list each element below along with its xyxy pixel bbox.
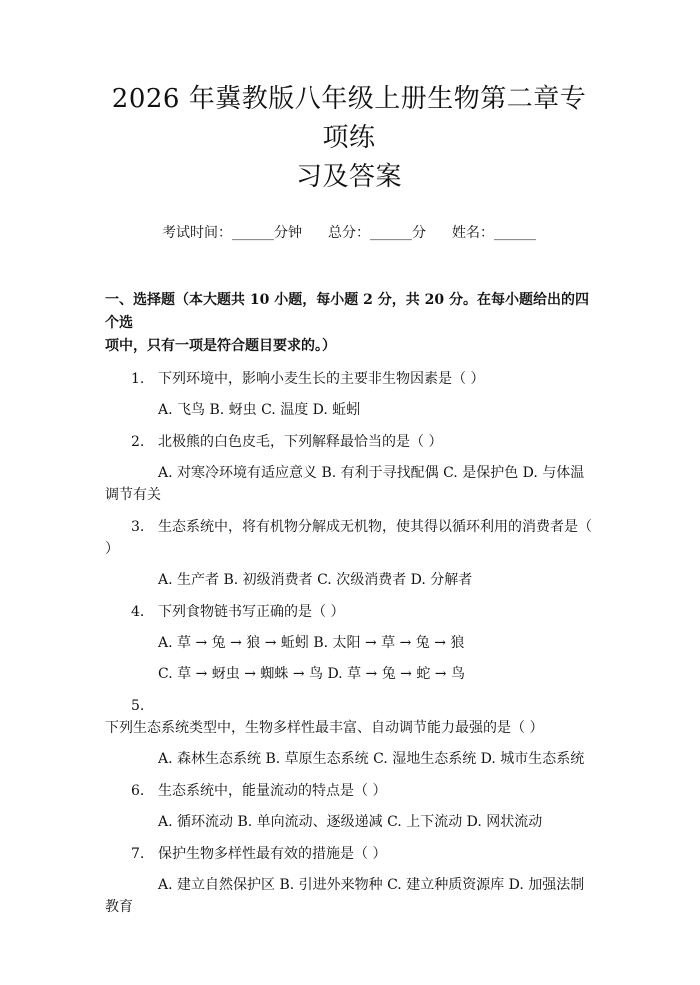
question-text: 生态系统中，能量流动的特点是（ ）	[158, 783, 387, 799]
question-number: 7.	[131, 846, 145, 862]
question-4-options-line-1: A. 草 → 兔 → 狼 → 蚯蚓 B. 太阳 → 草 → 兔 → 狼	[158, 635, 465, 651]
question-7	[105, 843, 593, 865]
question-text: 下列生态系统类型中，生物多样性最丰富、自动调节能力最强的是（ ）	[105, 720, 544, 736]
question-text: 生态系统中，将有机物分解成无机物，使其得以循环利用的消费者是（ ）	[105, 519, 592, 557]
total-score: 总分：______分	[328, 225, 426, 241]
exam-time: 考试时间：______分钟	[162, 225, 302, 241]
question-5	[105, 695, 593, 739]
question-6	[105, 780, 593, 802]
document-title	[105, 80, 593, 197]
question-4	[105, 601, 593, 623]
question-1	[105, 368, 593, 390]
question-text: 下列食物链书写正确的是（ ）	[158, 604, 345, 620]
question-4-options-line-2: C. 草 → 蚜虫 → 蜘蛛 → 鸟 D. 草 → 兔 → 蛇 → 鸟	[158, 666, 465, 682]
question-number: 3.	[131, 519, 145, 535]
student-name: 姓名：______	[452, 225, 536, 241]
question-3	[105, 516, 593, 560]
exam-meta	[105, 223, 593, 243]
question-1-options: A. 飞鸟 B. 蚜虫 C. 温度 D. 蚯蚓	[158, 402, 361, 418]
question-text: 保护生物多样性最有效的措施是（ ）	[158, 846, 387, 862]
question-2	[105, 431, 593, 453]
title-line-2: 习及答案	[295, 162, 402, 192]
question-number: 6.	[131, 783, 145, 799]
question-number: 5.	[131, 698, 145, 714]
question-number: 2.	[131, 434, 145, 450]
section-heading-line-2: 项中，只有一项是符合题目要求的。）	[105, 338, 336, 354]
section-heading-line-1: 一、选择题（本大题共 10 小题，每小题 2 分，共 20 分。在每小题给出的四个选	[105, 292, 589, 331]
question-5-options: A. 森林生态系统 B. 草原生态系统 C. 湿地生态系统 D. 城市生态系统	[158, 751, 585, 767]
question-number: 4.	[131, 604, 145, 620]
exam-page	[0, 80, 700, 985]
section-heading	[105, 289, 593, 358]
question-number: 1.	[131, 371, 145, 387]
title-line-1: 2026 年冀教版八年级上册生物第二章专项练	[111, 84, 587, 153]
question-6-options: A. 循环流动 B. 单向流动、逐级递减 C. 上下流动 D. 网状流动	[158, 814, 543, 830]
question-text: 北极熊的白色皮毛，下列解释最恰当的是（ ）	[158, 434, 443, 450]
question-text: 下列环境中，影响小麦生长的主要非生物因素是（ ）	[158, 371, 485, 387]
question-7-options: A. 建立自然保护区 B. 引进外来物种 C. 建立种质资源库 D. 加强法制教育	[105, 877, 585, 915]
question-2-options: A. 对寒冷环境有适应意义 B. 有利于寻找配偶 C. 是保护色 D. 与体温调节有关	[105, 465, 585, 503]
question-3-options: A. 生产者 B. 初级消费者 C. 次级消费者 D. 分解者	[158, 572, 473, 588]
